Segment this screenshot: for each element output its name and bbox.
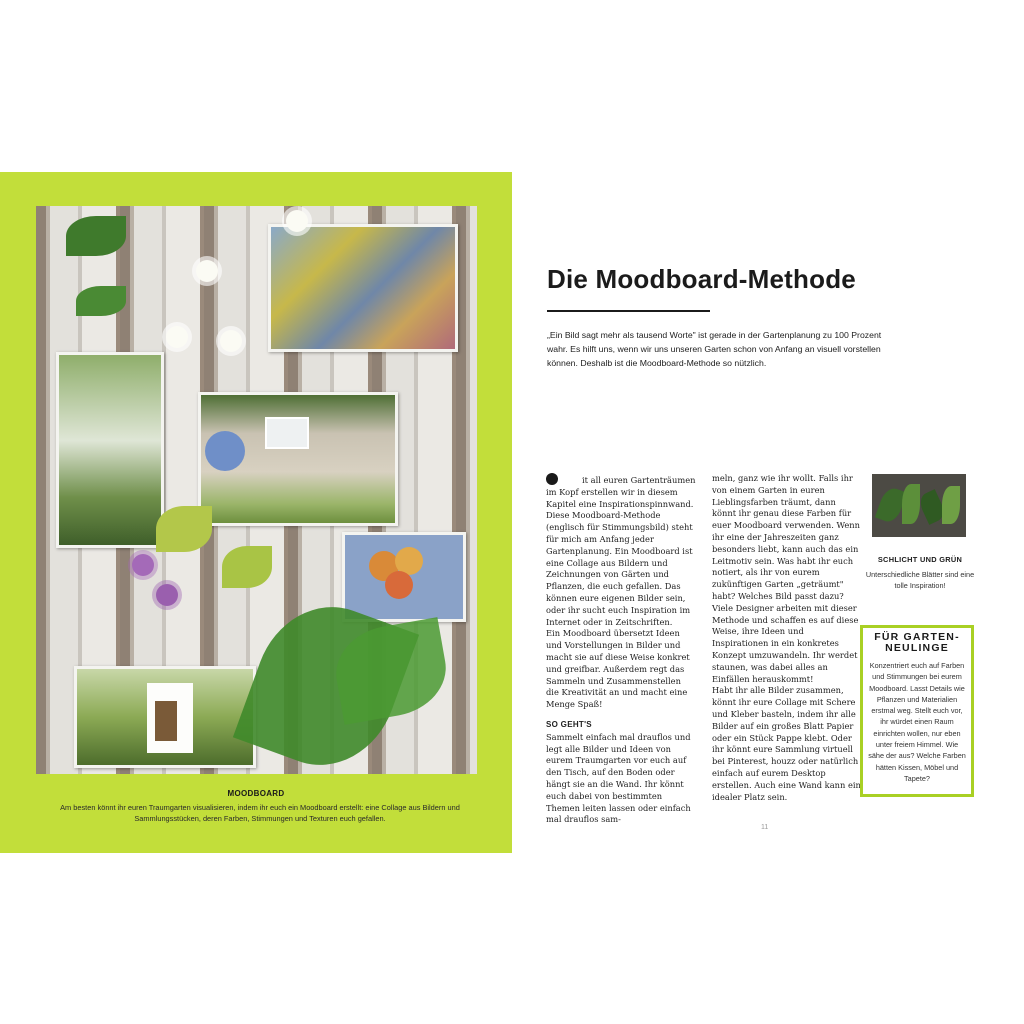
title-divider [547,310,710,312]
cottage-photo [198,392,398,526]
clematis-flower [220,330,242,352]
page-number: 11 [761,824,769,831]
allium-flower [132,554,154,576]
tip-box-title: FÜR GARTEN-NEULINGE [874,631,960,654]
leaf [902,484,920,524]
intro-paragraph: „Ein Bild sagt mehr als tausend Worte" ist gerade in der Gartenplanung zu 100 Prozent wahr. Es hilft uns, wenn wir uns unseren Garten schon von Anfang an visuell vorstellen können. Deshalb ist die Moodboard-Methode so nützlich. [547,330,882,368]
left-page [0,172,512,853]
dropcap-dot [546,473,558,485]
leaves-photo [872,474,966,537]
moodboard-photo [36,206,477,774]
birdhouse-photo [74,666,256,768]
tip-box [860,625,974,797]
sidebar-photo-title: SCHLICHT UND GRÜN [877,555,963,564]
tip-box-text: Konzentriert euch auf Farben und Stimmungen bei eurem Moodboard. Lasst Details wie Pflanzen und Materialien erstmal weg. Stellt euch vor, ihr würdet einen Raum einrichten wollen, nur eben unter freiem Himmel. Wie sähe der aus? Welche Farben hätten Kissen, Möbel und Tapete? [868,661,966,783]
garden-chairs-photo [56,352,164,548]
clematis-flower [196,260,218,282]
clematis-flower [286,210,308,232]
leaf [942,486,960,524]
text-column-2 [712,473,862,803]
hellebore-flower [156,506,212,552]
paragraph: Viele Designer arbeiten mit dieser Methode und schaffen es auf diese Weise, ihre Ideen und Inspirationen in ein konkretes Konzept umzuwandeln. Ihr werdet staunen, was dabei alles an Einfällen herauskommt! [712,602,859,684]
hellebore-flower [222,546,272,588]
ivy-leaf [66,216,126,256]
paragraph: Ein Moodboard übersetzt Ideen und Vorstellungen in Bilder und macht sie auf diese Weise konkret und greifbar. Außerdem regt das Sammeln und Zusammenstellen die Kreativität an und macht eine Menge Spaß! [546,628,690,710]
allium-flower [156,584,178,606]
apples-photo [342,532,466,622]
sidebar-photo-caption: Unterschiedliche Blätter sind eine tolle Inspiration! [865,570,975,590]
photo-caption-title: MOODBOARD [227,789,285,798]
ivy-leaf [76,286,126,316]
witch-hazel-photo [268,224,458,352]
paragraph: meln, ganz wie ihr wollt. Falls ihr von einem Garten in euren Lieblingsfarben träumt, dann könnt ihr genau diese Farben für euer Moodboard verwenden. Wenn ihr eine der Jahreszeiten ganz besonders liebt, kann auch das ein Leitmotiv sein. Was habt ihr euch notiert, als ihr von eurem zukünftigen Garten „geträumt" habt? Welches Bild passt dazu? [712,473,860,601]
paragraph: Habt ihr alle Bilder zusammen, könnt ihr eure Collage mit Schere und Kleber basteln, indem ihr alle Bilder auf ein großes Blatt Papier oder ein Stück Pappe klebt. Oder ihr könnt eure Sammlung virtuell bei Pinterest, houzz oder natürlich einfach auf eurem Desktop erstellen. Auch eine Wand kann ein idealer Platz sein. [712,685,861,802]
paragraph: Sammelt einfach mal drauflos und legt alle Bilder und Ideen von eurem Traumgarten vor euch auf den Tisch, auf den Boden oder hängt sie an die Wand. Ihr könnt euch dabei von bestimmten Themen leiten lassen oder einfach mal drauflos sam- [546,731,691,825]
clematis-flower [166,326,188,348]
section-subheading: SO GEHT'S [546,719,592,729]
paragraph: it all euren Gartenträumen im Kopf erstellen wir in diesem Kapitel eine Inspirationspinnwand. Diese Moodboard-Methode (englisch für Stimmungsbild) steht für mich am Anfang jeder Gartenplanung. Ein Moodboard ist eine Collage aus Bildern und Zeichnungen von Gärten und Pflanzen, die euch gefallen. Das können eure eigenen Bilder sein, oder ihr sucht euch Inspiration im Internet oder in Zeitschriften. [546,475,696,627]
page-title: Die Moodboard-Methode [547,264,856,294]
photo-caption-text: Am besten könnt ihr euren Traumgarten visualisieren, indem ihr euch ein Moodboard erstellt: eine Collage aus Bildern und Sammlungsstücken, deren Farben, Stimmungen und Texturen euch gefallen. [60,803,460,823]
text-column-1 [546,473,696,826]
